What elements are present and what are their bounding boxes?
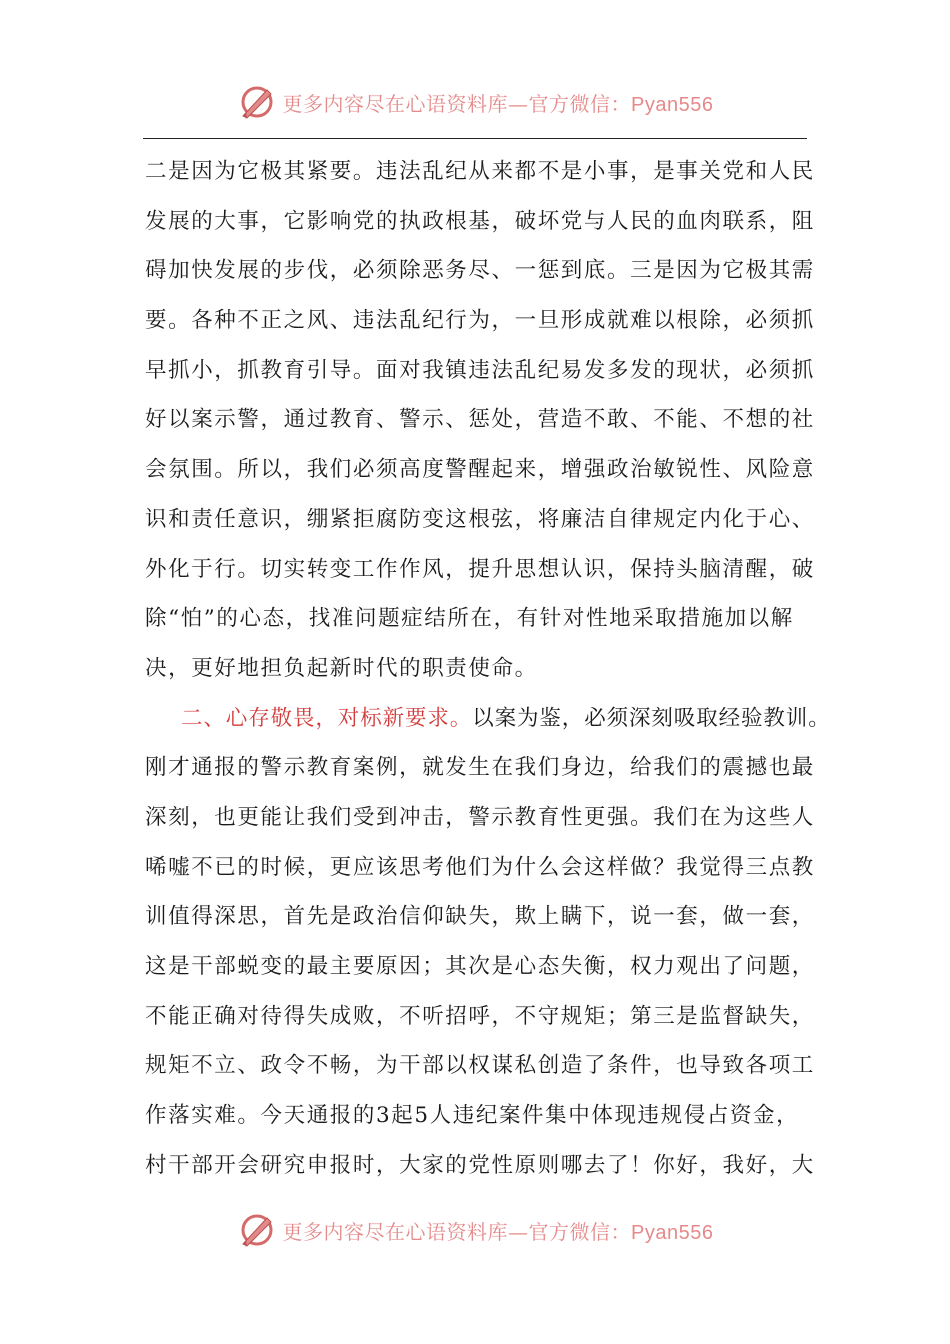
text-line: 要。各种不正之风、违法乱纪行为，一旦形成就难以根除，必须抓 xyxy=(145,308,815,334)
header-divider xyxy=(143,138,807,139)
text-line: 碍加快发展的步伐，必须除恶务尽、一惩到底。三是因为它极其需 xyxy=(145,258,815,284)
text-line: 识和责任意识，绷紧拒腐防变这根弦，将廉洁自律规定内化于心、 xyxy=(145,506,815,532)
text-line: 唏嘘不已的时候，更应该思考他们为什么会这样做？我觉得三点教 xyxy=(145,854,815,880)
text-line: 村干部开会研究申报时，大家的党性原则哪去了！你好，我好，大 xyxy=(145,1152,815,1178)
text-line: 决，更好地担负起新时代的职责使命。 xyxy=(145,655,538,681)
header-watermark-text: 更多内容尽在心语资料库—官方微信：Pyan556 xyxy=(282,91,714,116)
section-first-line xyxy=(145,694,831,744)
section-heading: 二、心存敬畏，对标新要求。 xyxy=(181,705,473,731)
text-line: 规矩不立、政令不畅，为干部以权谋私创造了条件，也导致各项工 xyxy=(145,1053,815,1079)
text-line: 外化于行。切实转变工作作风，提升思想认识，保持头脑清醒，破 xyxy=(145,556,815,582)
text-line: 除“怕”的心态，找准问题症结所在，有针对性地采取措施加以解 xyxy=(145,606,794,632)
text-line: 二是因为它极其紧要。违法乱纪从来都不是小事，是事关党和人民 xyxy=(145,159,815,184)
text-line: 深刻，也更能让我们受到冲击，警示教育性更强。我们在为这些人 xyxy=(145,804,815,830)
text-line: 发展的大事，它影响党的执政根基，破坏党与人民的血肉联系，阻 xyxy=(145,208,815,234)
text-line: 会氛围。所以，我们必须高度警醒起来，增强政治敏锐性、风险意 xyxy=(145,457,815,483)
section-first-line-text: 以案为鉴，必须深刻吸取经验教训。 xyxy=(472,705,831,731)
text-line: 不能正确对待得失成败，不听招呼，不守规矩；第三是监督缺失， xyxy=(145,1003,815,1029)
text-line: 早抓小，抓教育引导。面对我镇违法乱纪易发多发的现状，必须抓 xyxy=(145,357,815,383)
text-line: 作落实难。今天通报的3起5人违纪案件集中体现违规侵占资金， xyxy=(145,1103,800,1129)
text-line: 这是干部蜕变的最主要原因；其次是心态失衡，权力观出了问题， xyxy=(145,954,815,979)
text-line: 训值得深思，首先是政治信仰缺失，欺上瞒下，说一套，做一套， xyxy=(145,904,815,930)
pen-logo-icon xyxy=(237,1210,277,1250)
pen-logo-icon xyxy=(237,82,277,122)
text-line: 刚才通报的警示教育案例，就发生在我们身边，给我们的震撼也最 xyxy=(145,755,815,781)
text-line: 好以案示警，通过教育、警示、惩处，营造不敢、不能、不想的社 xyxy=(145,407,815,433)
footer-watermark-banner xyxy=(0,1208,950,1252)
footer-watermark-text: 更多内容尽在心语资料库—官方微信：Pyan556 xyxy=(282,1219,714,1244)
document-body xyxy=(145,147,831,1190)
header-watermark-banner xyxy=(0,80,950,124)
